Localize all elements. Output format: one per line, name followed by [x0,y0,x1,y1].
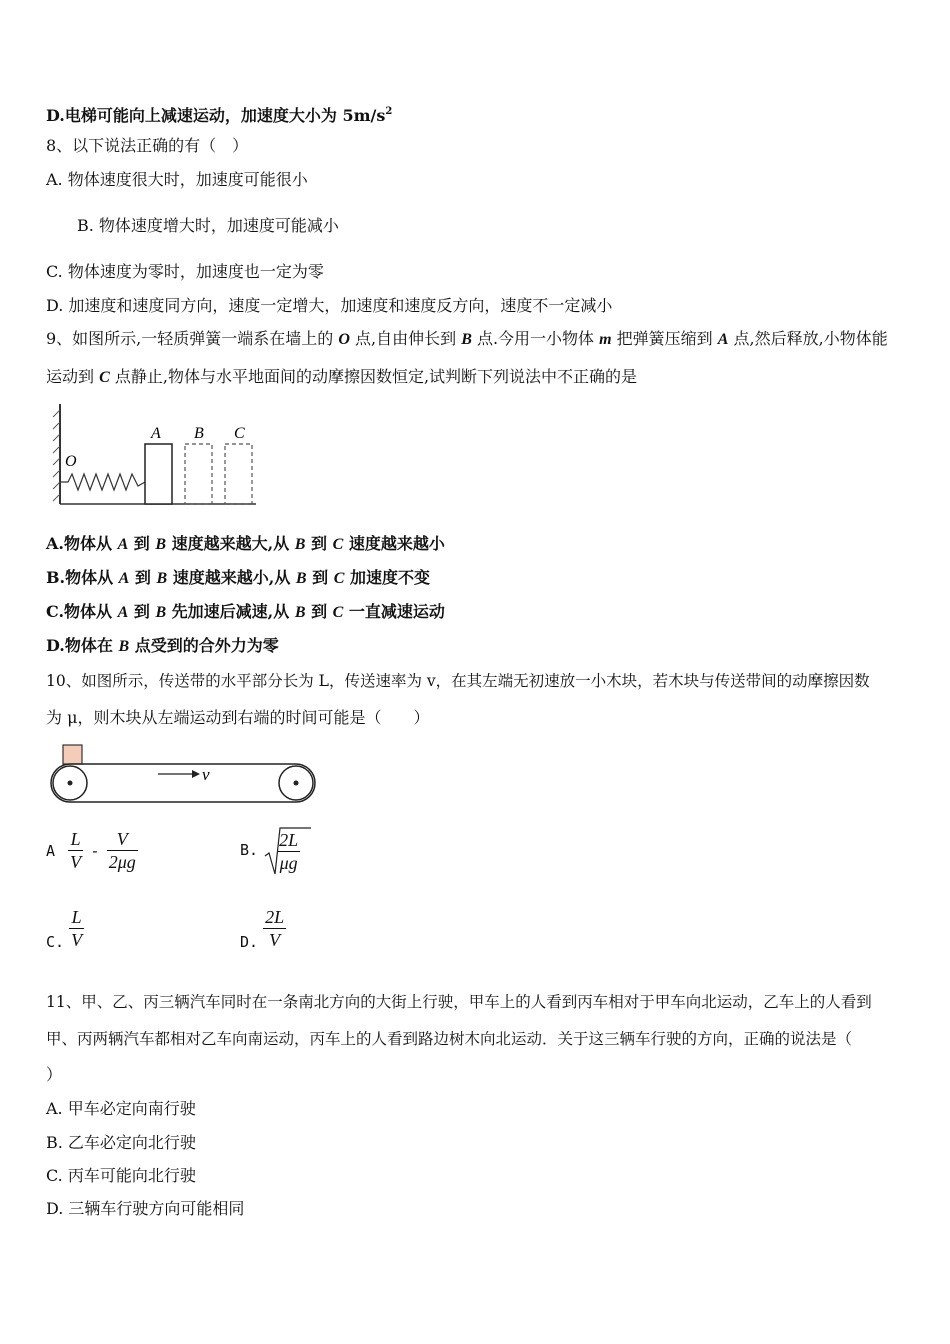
q11-option-c: C. 丙车可能向北行驶 [46,1166,196,1185]
q7-option-d-sup: 2 [385,106,393,117]
q10-option-b [240,826,300,874]
wood-block [63,745,82,764]
v: B [155,604,167,621]
q11-option-b: B. 乙车必定向北行驶 [46,1133,196,1152]
q9-s1d: 把弹簧压缩到 [611,329,718,348]
velocity-arrowhead [192,770,200,778]
v: B [156,570,168,587]
q10-option-d-label: D. [240,932,259,951]
v: B [118,638,130,655]
label-c: C [234,425,245,442]
q8-option-b: B. 物体速度增大时，加速度可能减小 [77,216,339,235]
q9-option-a [46,534,445,555]
v: C [332,536,344,553]
q10-option-a-frac1 [68,828,83,873]
right-axle [294,781,299,786]
q9-s1a: 9、如图所示,一轻质弹簧一端系在墙上的 [46,329,339,348]
num: 2L [279,830,299,850]
q9-s2b: 点静止,物体与水平地面间的动摩擦因数恒定,试判断下列说法中不正确的是 [109,367,638,386]
q9-point-a: A [717,331,729,348]
sqrt-expression [263,826,300,874]
v: C [332,604,344,621]
block-c-ghost [225,444,252,504]
q9-s1c: 点.今用一小物体 [471,329,600,348]
t: D.物体在 [46,636,119,655]
t: 到 [305,534,333,553]
q9-s2a: 运动到 [46,367,100,386]
velocity-label: v [202,765,210,784]
v: B [294,536,306,553]
t: 速度越来越小,从 [167,568,296,587]
v: A [118,570,130,587]
q9-s1b: 点,自由伸长到 [349,329,462,348]
t: 加速度不变 [344,568,430,587]
t: C.物体从 [46,602,118,621]
v: A [117,536,129,553]
num: L [69,906,84,929]
block-b-ghost [185,444,212,504]
q9-spring-figure [48,400,268,512]
v: B [295,570,307,587]
den: 2μg [108,852,136,872]
den: V [269,930,281,950]
q7-option-d [46,102,392,126]
q10-option-c-label: C. [46,932,65,951]
left-axle [68,781,73,786]
q9-s1e: 点,然后释放,小物体能 [728,329,888,348]
t: 速度越来越小 [343,534,445,553]
t: 到 [306,568,334,587]
q8-option-d: D. 加速度和速度同方向，速度一定增大，加速度和速度反方向，速度不一定减小 [46,296,613,315]
q9-point-c: C [99,369,110,386]
q9-stem-line2 [46,367,637,388]
q10-option-c [46,906,84,951]
t: 点受到的合外力为零 [129,636,279,655]
q10-option-a [46,828,138,873]
label-a: A [151,425,161,442]
q10-option-d-frac [263,906,286,951]
q10-option-c-frac [69,906,84,951]
q9-option-b [46,568,430,589]
t: B.物体从 [46,568,119,587]
v: A [117,604,129,621]
q11-option-a: A. 甲车必定向南行驶 [46,1099,196,1118]
den: μg [279,853,298,873]
minus-sign: - [92,841,98,860]
t: 到 [128,602,156,621]
v: C [333,570,345,587]
q11-stem-line1: 11、甲、乙、丙三辆汽车同时在一条南北方向的大街上行驶，甲车上的人看到丙车相对于甲车向北运动，乙车上的人看到 [46,993,872,1011]
spring [60,474,145,490]
q9-point-o: O [338,331,350,348]
wall-hatch [53,410,60,501]
label-b: B [194,425,204,442]
q7-option-d-text: D.电梯可能向上减速运动，加速度大小为 5m/s [46,106,386,125]
num: L [68,828,83,851]
v: B [294,604,306,621]
q9-point-b: B [461,331,472,348]
t: 到 [129,568,157,587]
t: 到 [305,602,333,621]
block-a [145,444,172,504]
t: A.物体从 [46,534,118,553]
t: 速度越来越大,从 [166,534,295,553]
q8-stem: 8、以下说法正确的有（ ） [46,136,249,155]
q10-stem-line2: 为 μ，则木块从左端运动到右端的时间可能是（ ） [46,708,430,727]
q8-option-a: A. 物体速度很大时，加速度可能很小 [46,170,308,189]
t: 先加速后减速,从 [166,602,295,621]
q10-option-d [240,906,286,951]
label-o: O [65,453,77,470]
q8-option-c: C. 物体速度为零时，加速度也一定为零 [46,262,324,281]
q9-mass-m: m [599,331,612,348]
q10-option-a-label: A [46,841,56,860]
q10-stem-line1: 10、如图所示，传送带的水平部分长为 L，传送速率为 v，在其左端无初速放一小木块，若木块与传送带间的动摩擦因数 [46,672,870,690]
sqrt-icon [263,826,313,878]
den: V [71,930,83,950]
q11-stem-line3: ） [46,1065,63,1084]
q11-option-d: D. 三辆车行驶方向可能相同 [46,1199,245,1218]
t: 一直减速运动 [343,602,445,621]
num: V [107,828,138,851]
t: 到 [128,534,156,553]
q10-option-b-label: B. [240,841,259,859]
q9-option-d [46,636,279,657]
q9-stem-line1 [46,329,888,350]
v: B [155,536,167,553]
q11-stem-line2: 甲、丙两辆汽车都相对乙车向南运动，丙车上的人看到路边树木向北运动．关于这三辆车行驶的方向，正确的说法是（ [46,1030,853,1048]
q10-option-a-frac2 [107,828,138,873]
q10-conveyor-figure [46,740,322,808]
num: 2L [265,907,285,927]
q9-option-c [46,602,445,623]
den: V [70,852,82,872]
